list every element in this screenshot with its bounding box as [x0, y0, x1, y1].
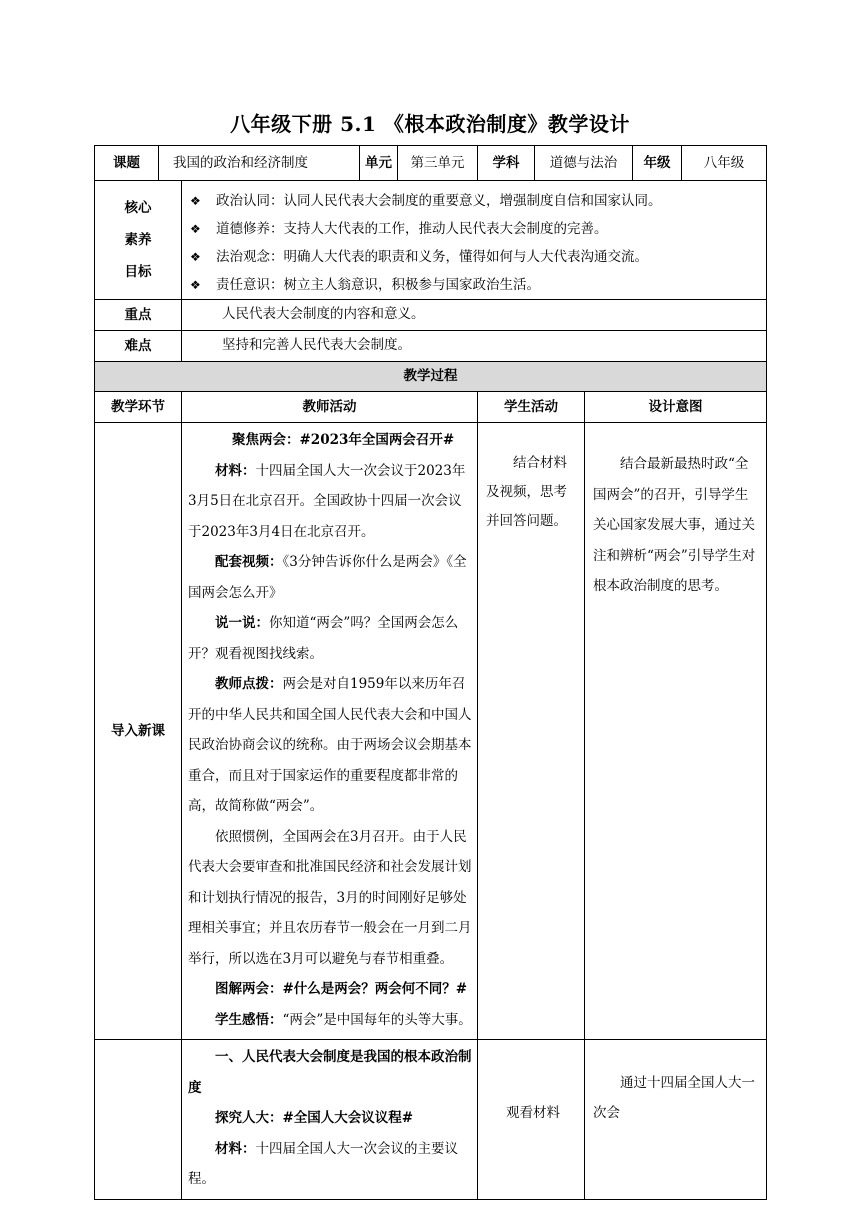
- section-nrc-row: [95, 1040, 767, 1200]
- design-intent-intro: 结合最新最热时政“全国两会”的召开，引导学生关心国家发展大事，通过关注和辨析“两会”引导学生对根本政治制度的思考。: [585, 423, 767, 1040]
- stage-nrc: [95, 1040, 182, 1200]
- nrc-heading: 一、人民代表大会制度是我国的根本政治制度: [188, 1049, 472, 1096]
- intro-material: 材料：十四届全国人大一次会议于2023年3月5日在北京召开。全国政协十四届一次会议于2023年3月4日在北京召开。: [188, 462, 466, 540]
- diamond-bullet-icon: ❖: [190, 250, 201, 264]
- core-label-line-1: 核心: [124, 200, 152, 216]
- core-label-line-2: 素养: [124, 232, 152, 248]
- core-goals-label: [95, 181, 182, 300]
- core-goal-item: ❖ 责任意识：树立主人翁意识，积极参与国家政治生活。: [182, 271, 766, 299]
- nrc-material: 材料：十四届全国人大一次会议的主要议程。: [188, 1140, 458, 1187]
- unit-value: 第三单元: [398, 146, 478, 181]
- key-point-label: 重点: [95, 300, 182, 331]
- process-title-row: [95, 362, 767, 392]
- process-title: 教学过程: [95, 362, 767, 392]
- core-goals-list: [182, 181, 767, 300]
- header-stage: 教学环节: [95, 392, 182, 423]
- intro-para: 依照惯例，全国两会在3月召开。由于人民代表大会要审查和批准国民经济和社会发展计划和计划执行情况的报告，3月的时间刚好足够处理相关事宜；并且农历春节一般会在一月到二月举行，所以选在3月可以避免与春节相重叠。: [188, 828, 472, 967]
- difficulty-value: 坚持和完善人民代表大会制度。: [182, 331, 767, 362]
- course-label: 课题: [95, 146, 159, 181]
- core-label-line-3: 目标: [124, 264, 152, 280]
- unit-label: 单元: [360, 146, 398, 181]
- intro-say: 说一说：你知道“两会”吗？全国两会怎么开？观看视图找线索。: [188, 615, 459, 662]
- intro-diagram: 图解两会：#什么是两会？两会何不同？#: [215, 981, 468, 997]
- student-activity-nrc: 观看材料: [478, 1040, 585, 1200]
- header-teacher: 教师活动: [182, 392, 478, 423]
- header-intent: 设计意图: [585, 392, 767, 423]
- diamond-bullet-icon: ❖: [190, 194, 201, 208]
- info-row: [95, 146, 767, 181]
- process-header-row: [95, 392, 767, 423]
- core-goals-row: [95, 181, 767, 300]
- subject-value: 道德与法治: [535, 146, 633, 181]
- course-value: 我国的政治和经济制度: [159, 146, 360, 181]
- difficulty-row: [95, 331, 767, 362]
- intro-heading: 聚焦两会：#2023年全国两会召开#: [232, 432, 455, 448]
- key-point-row: [95, 300, 767, 331]
- core-goal-item: ❖ 政治认同：认同人民代表大会制度的重要意义，增强制度自信和国家认同。: [182, 187, 766, 215]
- core-goal-item: ❖ 道德修养：支持人大代表的工作，推动人民代表大会制度的完善。: [182, 215, 766, 243]
- teacher-activity-nrc: [182, 1040, 478, 1200]
- key-point-value: 人民代表大会制度的内容和意义。: [182, 300, 767, 331]
- diamond-bullet-icon: ❖: [190, 278, 201, 292]
- intro-feel: 学生感悟：“两会”是中国每年的头等大事。: [215, 1011, 472, 1028]
- document-title: 八年级下册 5.1 《根本政治制度》教学设计: [230, 112, 630, 136]
- core-goal-item: ❖ 法治观念：明确人大代表的职责和义务，懂得如何与人大代表沟通交流。: [182, 243, 766, 271]
- subject-label: 学科: [478, 146, 535, 181]
- intro-video: 配套视频：《3分钟告诉你什么是两会》《全国两会怎么开》: [188, 554, 467, 601]
- teacher-activity-intro: [182, 423, 478, 1040]
- grade-value: 八年级: [703, 155, 745, 171]
- difficulty-label: 难点: [95, 331, 182, 362]
- nrc-explore: 探究人大：#全国人大会议议程#: [215, 1110, 414, 1126]
- header-student: 学生活动: [478, 392, 585, 423]
- grade-label: 年级: [633, 146, 682, 180]
- design-intent-nrc: 通过十四届全国人大一次会: [585, 1040, 767, 1200]
- stage-intro: 导入新课: [95, 423, 182, 1040]
- student-activity-intro: 结合材料及视频，思考并回答问题。: [478, 423, 585, 1040]
- diamond-bullet-icon: ❖: [190, 222, 201, 236]
- intro-tip: 教师点拨：两会是对自1959年以来历年召开的中华人民共和国全国人民代表大会和中国人民政治协商会议的统称。由于两场会议会期基本重合，而且对于国家运作的重要程度都非常的高，故简称做“两会”。: [188, 676, 472, 814]
- section-intro-row: [95, 423, 767, 1040]
- lesson-plan-table: [94, 145, 767, 1200]
